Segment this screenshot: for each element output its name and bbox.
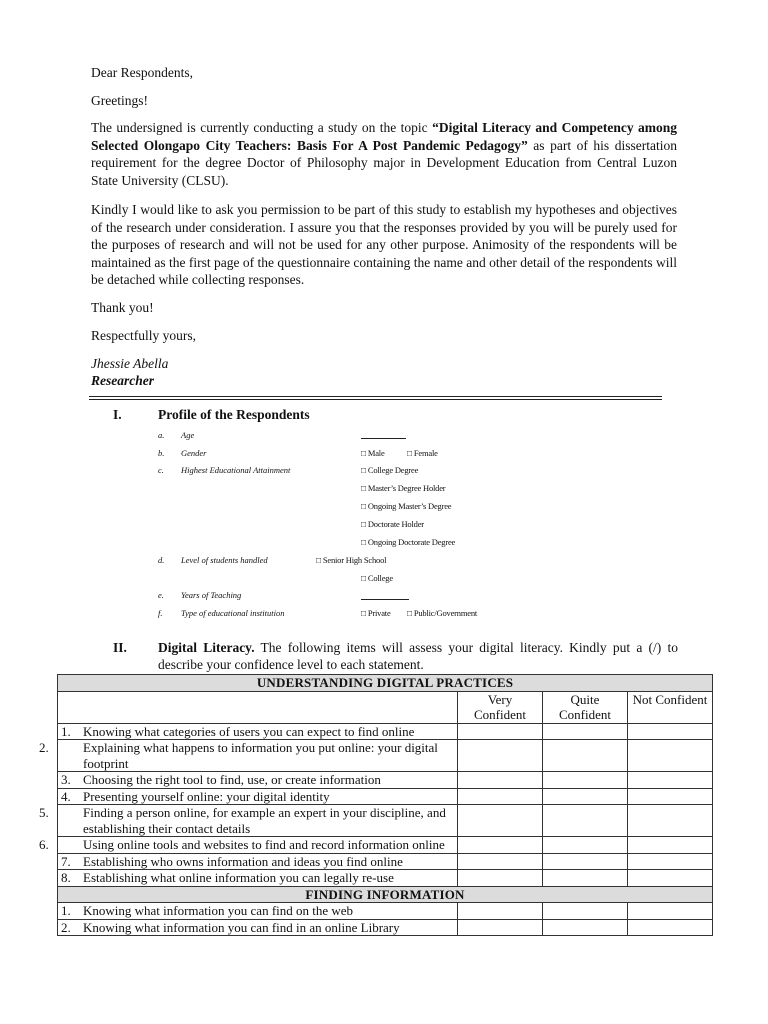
- students-label: Level of students handled: [181, 555, 268, 565]
- check-cell[interactable]: [543, 723, 628, 740]
- divider: [89, 399, 662, 400]
- education-option[interactable]: □ Ongoing Doctorate Degree: [361, 537, 456, 547]
- item-letter: e.: [158, 590, 164, 600]
- check-cell[interactable]: [458, 740, 543, 772]
- digital-practices-table: [39, 674, 713, 936]
- table-row: [58, 788, 713, 805]
- check-cell[interactable]: [628, 837, 713, 854]
- check-cell[interactable]: [458, 837, 543, 854]
- check-cell[interactable]: [628, 772, 713, 789]
- section-header-finding-information: FINDING INFORMATION: [58, 886, 713, 903]
- intro-paragraph: The undersigned is currently conducting a study on the topic “Digital Literacy and Competency among Selected Olongapo City Teachers: Basis For A Post Pandemic Pedagogy” as part of his dissertation requirement for the degree Doctor of Philosophy major in Development Education from Central Luzon State University (CLSU).: [91, 120, 678, 188]
- statement-cell: 6. Using online tools and websites to find and record information online: [58, 837, 458, 854]
- table-row: [58, 870, 713, 887]
- check-cell[interactable]: [458, 805, 543, 837]
- statement-cell: 3. Choosing the right tool to find, use, or create information: [58, 772, 458, 789]
- col-very-confident: Very Confident: [458, 691, 543, 723]
- check-cell[interactable]: [458, 919, 543, 936]
- check-cell[interactable]: [543, 903, 628, 920]
- check-cell[interactable]: [458, 903, 543, 920]
- section-number: I.: [113, 407, 122, 422]
- table-row: [58, 740, 713, 772]
- years-blank[interactable]: [361, 589, 409, 600]
- check-cell[interactable]: [628, 740, 713, 772]
- section-title: Digital Literacy.: [158, 640, 255, 655]
- check-cell[interactable]: [458, 788, 543, 805]
- check-cell[interactable]: [543, 919, 628, 936]
- years-label: Years of Teaching: [181, 590, 242, 600]
- salutation: Dear Respondents,: [91, 65, 193, 80]
- statement-cell: 2. Explaining what happens to information you put online: your digital footprint: [58, 740, 458, 772]
- col-quite-confident: Quite Confident: [543, 691, 628, 723]
- table-section-header: [58, 886, 713, 903]
- statement-cell: 2. Knowing what information you can find in an online Library: [58, 919, 458, 936]
- check-cell[interactable]: [628, 919, 713, 936]
- table-row: [58, 772, 713, 789]
- item-letter: f.: [158, 608, 163, 618]
- check-cell[interactable]: [543, 740, 628, 772]
- table-row: [58, 903, 713, 920]
- check-cell[interactable]: [458, 723, 543, 740]
- education-option[interactable]: □ College Degree: [361, 465, 419, 475]
- blank-header-cell: [58, 691, 458, 723]
- item-letter: c.: [158, 465, 164, 475]
- section-title: Profile of the Respondents: [158, 407, 310, 422]
- table-section-header: [58, 675, 713, 692]
- gender-male-option[interactable]: □ Male: [361, 448, 385, 458]
- statement-cell: 4. Presenting yourself online: your digital identity: [58, 788, 458, 805]
- check-cell[interactable]: [628, 870, 713, 887]
- check-cell[interactable]: [628, 853, 713, 870]
- statement-cell: 7. Establishing who owns information and ideas you find online: [58, 853, 458, 870]
- check-cell[interactable]: [543, 788, 628, 805]
- check-cell[interactable]: [458, 853, 543, 870]
- check-cell[interactable]: [543, 870, 628, 887]
- institution-private-option[interactable]: □ Private: [361, 608, 391, 618]
- role: Researcher: [91, 373, 154, 388]
- greeting: Greetings!: [91, 93, 148, 108]
- statement-cell: 5. Finding a person online, for example an expert in your discipline, and establishing their contact details: [58, 805, 458, 837]
- level-option[interactable]: □ Senior High School: [316, 555, 387, 565]
- education-option[interactable]: □ Master’s Degree Holder: [361, 483, 446, 493]
- divider: [89, 396, 662, 397]
- signature: Jhessie Abella: [91, 356, 169, 371]
- check-cell[interactable]: [543, 805, 628, 837]
- table-row: [58, 853, 713, 870]
- check-cell[interactable]: [628, 723, 713, 740]
- check-cell[interactable]: [628, 788, 713, 805]
- institution-label: Type of educational institution: [181, 608, 285, 618]
- digital-literacy-instruction: Digital Literacy. The following items will assess your digital literacy. Kindly put a (/) to describe your confidence level to each statement.: [158, 640, 678, 672]
- check-cell[interactable]: [543, 853, 628, 870]
- gender-label: Gender: [181, 448, 207, 458]
- closing: Respectfully yours,: [91, 328, 196, 343]
- level-option[interactable]: □ College: [361, 573, 393, 583]
- item-letter: a.: [158, 430, 165, 440]
- check-cell[interactable]: [628, 805, 713, 837]
- col-not-confident: Not Confident: [628, 691, 713, 723]
- statement-cell: 1. Knowing what categories of users you can expect to find online: [58, 723, 458, 740]
- table-row: [58, 723, 713, 740]
- item-letter: b.: [158, 448, 165, 458]
- check-cell[interactable]: [543, 772, 628, 789]
- age-blank[interactable]: [361, 428, 406, 439]
- education-option[interactable]: □ Doctorate Holder: [361, 519, 424, 529]
- section-header-digital-practices: UNDERSTANDING DIGITAL PRACTICES: [58, 675, 713, 692]
- study-title: “Digital Literacy and Competency among Selected Olongapo City Teachers: Basis For A Post Pandemic Pedagogy”: [91, 120, 678, 153]
- section-number: II.: [113, 640, 127, 655]
- gender-female-option[interactable]: □ Female: [407, 448, 438, 458]
- age-label: Age: [181, 430, 195, 440]
- education-label: Highest Educational Attainment: [181, 465, 291, 475]
- thanks: Thank you!: [91, 300, 154, 315]
- statement-cell: 1. Knowing what information you can find on the web: [58, 903, 458, 920]
- table-row: [58, 837, 713, 854]
- statement-cell: 8. Establishing what online information you can legally re-use: [58, 870, 458, 887]
- check-cell[interactable]: [543, 837, 628, 854]
- table-row: [58, 919, 713, 936]
- column-header-row: [58, 691, 713, 723]
- check-cell[interactable]: [458, 870, 543, 887]
- check-cell[interactable]: [628, 903, 713, 920]
- education-option[interactable]: □ Ongoing Master’s Degree: [361, 501, 452, 511]
- check-cell[interactable]: [458, 772, 543, 789]
- permission-paragraph: Kindly I would like to ask you permission to be part of this study to establish my hypotheses and objectives of the research under consideration. I assure you that the responses provided by you will be purely used for the purposes of research and will not be used for any other purpose. Animosity of the respondents will be maintained as the first page of the questionnaire containing the name and other detail of the respondents will be detached while collecting responses.: [91, 202, 677, 287]
- institution-public-option[interactable]: □ Public/Government: [407, 608, 478, 618]
- item-letter: d.: [158, 555, 165, 565]
- table-row: [58, 805, 713, 837]
